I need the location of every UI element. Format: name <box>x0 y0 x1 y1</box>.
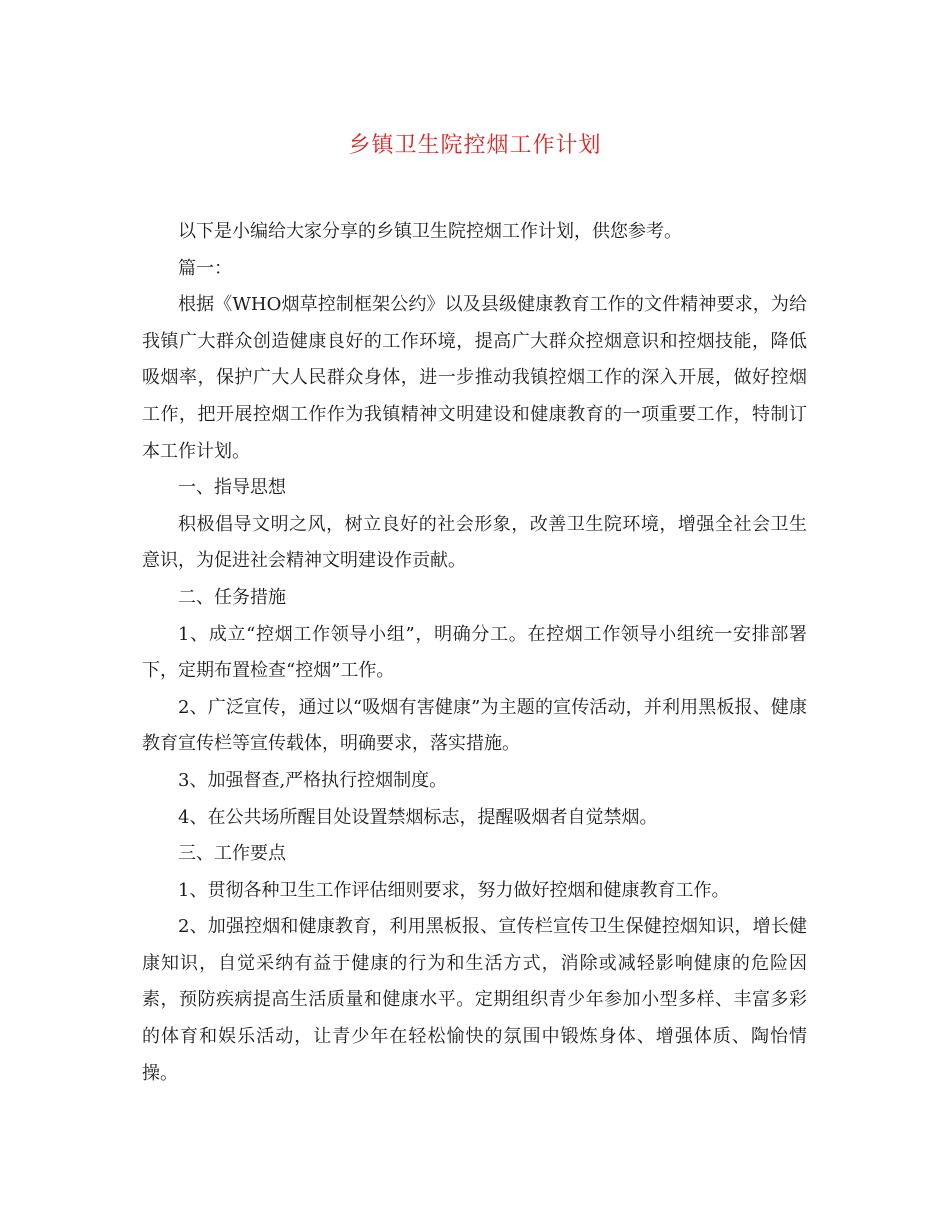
heading-task-measures: 二、任务措施 <box>178 586 286 608</box>
task-measure-item-2: 2、广泛宣传，通过以“吸烟有害健康”为主题的宣传活动，并利用黑板报、健康教育宣传栏等宣传载体，明确要求，落实措施。 <box>142 696 807 755</box>
heading-guiding-ideology: 一、指导思想 <box>178 477 286 499</box>
document-title: 乡镇卫生院控烟工作计划 <box>348 133 602 158</box>
document-body <box>142 214 807 1092</box>
task-measure-item-4: 4、在公共场所醒目处设置禁烟标志，提醒吸烟者自觉禁烟。 <box>178 806 658 828</box>
work-point-item-1: 1、贯彻各种卫生工作评估细则要求，努力做好控烟和健康教育工作。 <box>178 879 730 901</box>
section-label-part-one: 篇一： <box>178 257 232 279</box>
guiding-ideology-paragraph: 积极倡导文明之风，树立良好的社会形象，改善卫生院环境，增强全社会卫生意识，为促进社会精神文明建设作贡献。 <box>142 513 807 572</box>
task-measure-item-3: 3、加强督查,严格执行控烟制度。 <box>178 769 448 791</box>
background-paragraph: 根据《WHO烟草控制框架公约》以及县级健康教育工作的文件精神要求，为给我镇广大群众创造健康良好的工作环境，提高广大群众控烟意识和控烟技能，降低吸烟率，保护广大人民群众身体，进一步推动我镇控烟工作的深入开展，做好控烟工作，把开展控烟工作作为我镇精神文明建设和健康教育的一项重要工作，特制订本工作计划。 <box>142 294 807 462</box>
work-point-item-2: 2、加强控烟和健康教育，利用黑板报、宣传栏宣传卫生保健控烟知识，增长健康知识，自觉采纳有益于健康的行为和生活方式，消除或减轻影响健康的危险因素，预防疾病提高生活质量和健康水平。定期组织青少年参加小型多样、丰富多彩的体育和娱乐活动，让青少年在轻松愉快的氛围中锻炼身体、增强体质、陶怡情操。 <box>142 916 807 1084</box>
intro-paragraph: 以下是小编给大家分享的乡镇卫生院控烟工作计划，供您参考。 <box>178 221 682 242</box>
task-measure-item-1: 1、成立“控烟工作领导小组”，明确分工。在控烟工作领导小组统一安排部署下，定期布置检查“控烟”工作。 <box>142 623 807 682</box>
heading-work-points: 三、工作要点 <box>178 843 286 865</box>
